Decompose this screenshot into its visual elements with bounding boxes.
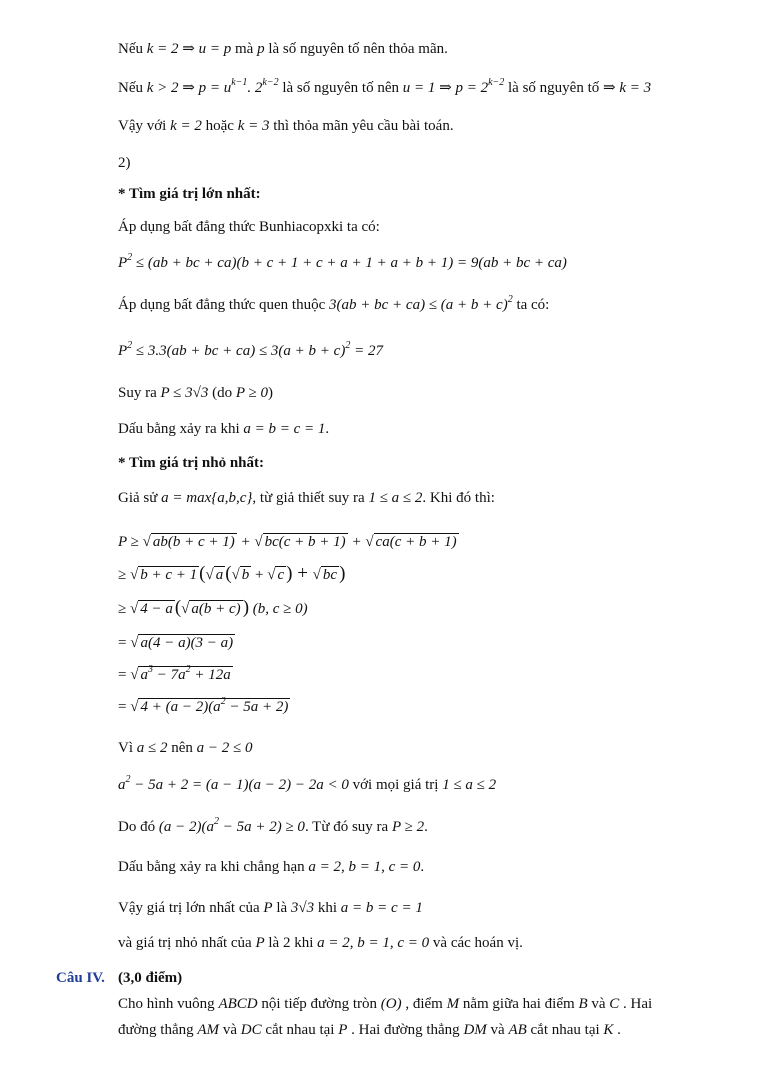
text-line: Dấu bằng xảy ra khi chẳng hạn a = 2, b = 1, c = 0. bbox=[118, 859, 425, 875]
text-line: Áp dụng bất đẳng thức Bunhiacopxki ta có: bbox=[118, 219, 380, 235]
text-line: Nếu k > 2 ⇒ $p = u^{k-1}$. $2^{k-2}$ là số nguyên tố nên u = 1 ⇒ $p = 2^{k-2}$ là số nguyên tố ⇒ k = 3 bbox=[118, 77, 652, 96]
math-line: P ≥ √ ab(b + c + 1) + √ bc(c + b + 1) + √ ca(c + b + 1) bbox=[118, 534, 457, 550]
text-line: Nếu k = 2 ⇒ u = p mà p là số nguyên tố nên thỏa mãn. bbox=[118, 41, 448, 57]
text-line: Suy ra P ≤ 3√3 (do P ≥ 0) bbox=[118, 385, 273, 401]
math-line: $P^2 \le 3.3(ab$ + bc + $ca) \le 3(a + b + c)^2 = 27$ bbox=[118, 340, 383, 359]
section-number: 2) bbox=[118, 155, 131, 171]
math-line: ≥ √ b + c + 1 (√ a (√ b + √ c ) + √ bc ) bbox=[118, 563, 346, 584]
math-line: = √ $a^3 - 7a^2 + 12a$ bbox=[118, 664, 231, 683]
text-line: và giá trị nhỏ nhất của P là 2 khi a = 2, b = 1, c = 0 và các hoán vị. bbox=[118, 935, 523, 951]
heading-min: * Tìm giá trị nhỏ nhất: bbox=[118, 455, 264, 471]
math-line: $P^2 \le (ab$ + bc + ca)(b + c + 1 + c + a + 1 + a + b + 1) = 9(ab + bc + ca) bbox=[118, 252, 567, 271]
text-line: Dấu bằng xảy ra khi a = b = c = 1. bbox=[118, 421, 330, 437]
question-points: (3,0 điểm) bbox=[118, 970, 183, 986]
text-line: Áp dụng bất đẳng thức quen thuộc 3(ab + bc + $ca) \le (a + b + c)^2$ ta có: bbox=[118, 294, 550, 313]
problem-text: Cho hình vuông ABCD nội tiếp đường tròn (O) , điểm M nằm giữa hai điểm B và C . Hai bbox=[118, 996, 653, 1012]
text-line: Do đó $(a - 2)(a^2 - 5a + 2) \ge 0$. Từ đó suy ra P ≥ 2. bbox=[118, 816, 428, 835]
problem-text: đường thẳng AM và DC cắt nhau tại P . Hai đường thẳng DM và AB cắt nhau tại K . bbox=[118, 1022, 621, 1038]
text-line: Vậy giá trị lớn nhất của P là 3√3 khi a = b = c = 1 bbox=[118, 900, 423, 916]
math-line: ≥ √ 4 − a (√ a(b + c) ) (b, c ≥ 0) bbox=[118, 597, 308, 618]
text-line: Vậy với k = 2 hoặc k = 3 thì thỏa mãn yêu cầu bài toán. bbox=[118, 118, 454, 134]
heading-max: * Tìm giá trị lớn nhất: bbox=[118, 186, 261, 202]
math-line: $a^2 - 5a + 2 = (a - 1)(a - 2) - 2a < 0$ với mọi giá trị 1 ≤ a ≤ 2 bbox=[118, 774, 497, 793]
math-line: = √ $4 + (a - 2)(a^2 - 5a + 2)$ bbox=[118, 696, 289, 715]
text-line: Giả sử a = max{a,b,c}, từ giả thiết suy ra 1 ≤ a ≤ 2. Khi đó thì: bbox=[118, 490, 495, 506]
math-line: = √ a(4 − a)(3 − a) bbox=[118, 635, 234, 651]
question-label: Câu IV. bbox=[56, 970, 105, 986]
text-line: Vì a ≤ 2 nên a − 2 ≤ 0 bbox=[118, 740, 253, 756]
